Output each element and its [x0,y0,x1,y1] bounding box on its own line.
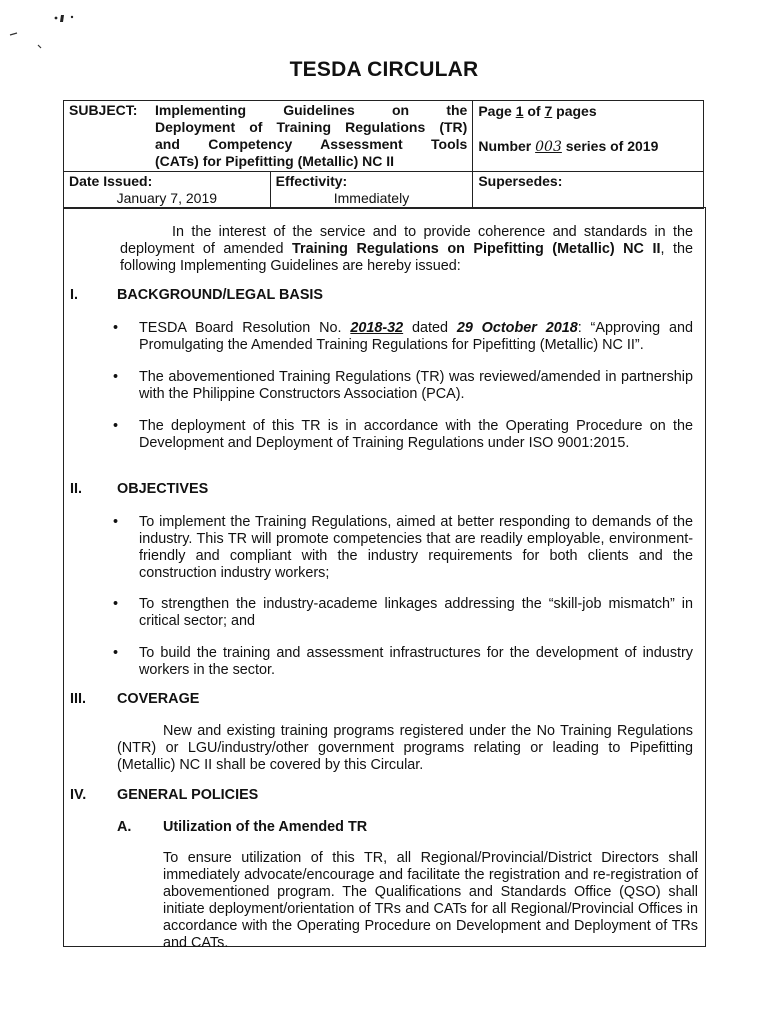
section-title: BACKGROUND/LEGAL BASIS [117,287,324,303]
bullet-icon: • [113,418,119,434]
bullet-icon: • [113,369,119,385]
supersedes-label: Supersedes: [478,173,563,189]
bullet-icon: • [113,514,119,530]
number-prefix: Number [478,138,536,154]
page-prefix: Page [478,103,516,119]
subject-cell [64,101,473,172]
utilization-paragraph: To ensure utilization of this TR, all Regional/Provincial/District Directors shall immediately advocate/encourage and facilitate the registration and re-registration of abovementioned program. The Qualifications and Standards Office (QSO) shall initiate deployment/orientation of TRs and CATs for all Regional/Provincial Offices in accordance with the Operating Procedure on Development and Deployment of TRs and CATs. [163,850,698,951]
intro-text-end: , the following Implementing Guidelines are hereby issued: [120,241,693,274]
supersedes-cell [473,172,704,209]
subject-line: Implementing Guidelines on the [155,102,468,118]
subsection-number: A. [117,819,132,835]
coverage-paragraph: New and existing training programs registered under the No Training Regulations (NTR) or LGU/industry/other government programs relating or leading to Pipefitting (Metallic) NC II shall be covered by this Circular. [117,723,693,773]
item-text: dated [403,320,457,336]
date-issued-value: January 7, 2019 [116,190,218,206]
section-number: IV. [70,787,87,803]
list-item: The deployment of this TR is in accordance with the Operating Procedure on the Development and Deployment of Training Regulations under ISO 9001:2015. [139,418,693,451]
section-number: II. [70,481,82,497]
list-item [139,320,693,354]
effectivity-cell [270,172,473,209]
subsection-title: Utilization of the Amended TR [163,819,368,835]
subject-label: SUBJECT: [69,102,138,118]
subject-line: and Competency Assessment Tools [155,136,468,152]
bullet-icon: • [113,645,119,661]
resolution-number: 2018-32 [350,320,404,336]
section-title: OBJECTIVES [117,481,209,497]
list-item: The abovementioned Training Regulations (TR) was reviewed/amended in partnership with the Philippine Constructors Association (PCA). [139,369,693,402]
effectivity-label: Effectivity: [275,173,348,189]
list-item: To implement the Training Regulations, aimed at better responding to demands of the industry. This TR will promote competencies that are readily employable, environment-friendly and compliant with the industry requirements for both clients and the construction industry workers; [139,514,693,581]
resolution-date: 29 October 2018 [456,320,578,336]
date-issued-cell [64,172,271,209]
subject-line: Deployment of Training Regulations (TR) [155,119,468,135]
date-issued-label: Date Issued: [69,173,153,189]
section-title: GENERAL POLICIES [117,787,259,803]
number-suffix: series of 2019 [561,138,659,154]
page-suffix: pages [552,103,597,119]
header-table [63,100,704,209]
item-text: : “Approving and Promulgating the Amended Training Regulations for Pipefitting (Metallic) NC II”. [139,320,693,353]
page-number-cell [473,101,704,172]
bullet-icon: • [113,596,119,612]
page-total: 7 [544,103,553,119]
list-item: To build the training and assessment infrastructures for the development of industry workers in the sector. [139,645,693,678]
bullet-icon: • [113,320,119,336]
item-text: TESDA Board Resolution No. [139,320,351,336]
scan-marks [0,0,768,60]
subject-line: (CATs) for Pipefitting (Metallic) NC II [155,153,395,169]
intro-bold: Training Regulations on Pipefitting (Metallic) NC II [291,241,661,257]
page-current: 1 [515,103,524,119]
list-item: To strengthen the industry-academe linkages addressing the “skill-job mismatch” in critical sector; and [139,596,693,629]
intro-paragraph [120,224,693,275]
section-title: COVERAGE [117,691,200,707]
page-middle: of [523,103,545,119]
effectivity-value: Immediately [333,190,410,206]
section-number: III. [70,691,86,707]
section-number: I. [70,287,78,303]
intro-text: In the interest of the service and to provide coherence and standards in the deployment of amended [120,224,693,257]
document-title: TESDA CIRCULAR [289,58,479,81]
circular-number: 003 [535,139,562,155]
